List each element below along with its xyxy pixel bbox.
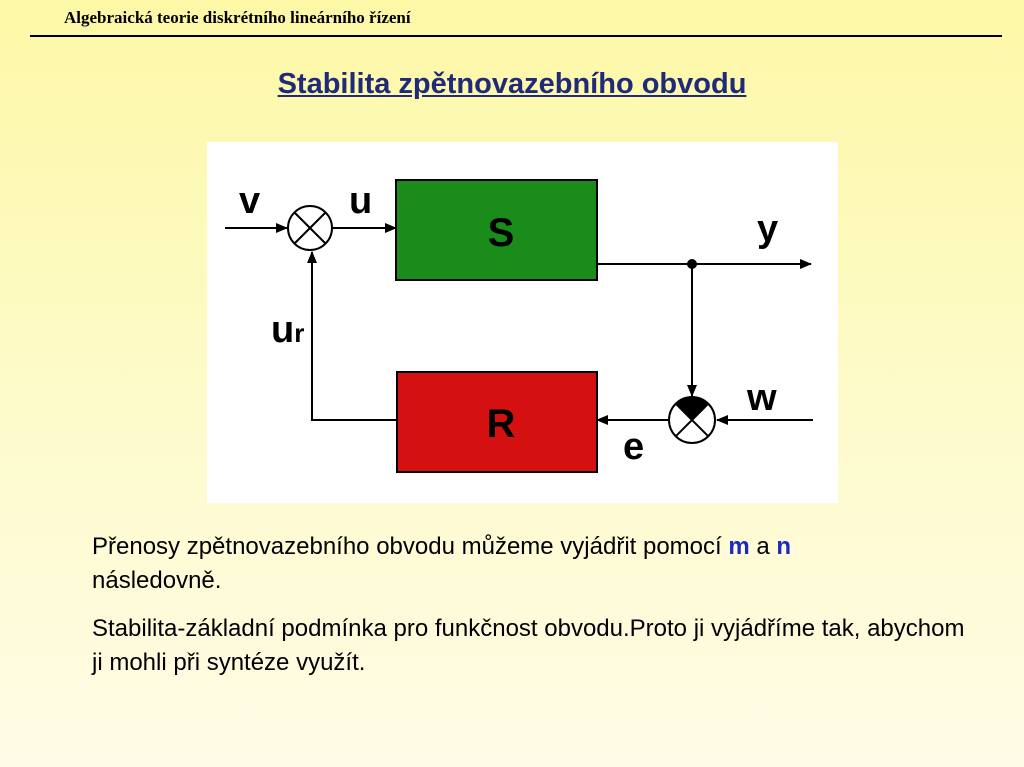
signal-y-label: y	[757, 208, 779, 250]
ur-feedback-line	[312, 252, 397, 420]
p1-end: následovně.	[92, 567, 222, 594]
summing-junction-1	[288, 206, 332, 250]
summing-junction-2	[669, 397, 715, 443]
signal-u-label: u	[349, 180, 373, 222]
signal-ur-label	[271, 309, 304, 351]
feedback-block-diagram	[207, 142, 838, 503]
slide-title: Stabilita zpětnovazebního obvodu	[277, 68, 747, 100]
signal-w-label: w	[747, 377, 777, 419]
signal-v-label: v	[239, 180, 261, 222]
p1-and: a	[749, 533, 777, 560]
header-title: Algebraická teorie diskrétního lineárního řízení	[64, 8, 411, 27]
block-r-label: R	[486, 402, 516, 446]
signal-ur-sub: r	[294, 318, 305, 348]
symbol-m: m	[728, 533, 750, 560]
signal-ur-main: u	[271, 309, 295, 351]
symbol-n: n	[776, 533, 792, 560]
block-s-label: S	[487, 211, 515, 255]
paragraph-stability: Stabilita-základní podmínka pro funkčnost obvodu.Proto ji vyjádříme tak, abychom ji mohli při syntéze využít.	[92, 615, 965, 676]
signal-e-label: e	[623, 426, 645, 468]
paragraph-transfer	[92, 530, 972, 598]
p1-text: Přenosy zpětnovazebního obvodu můžeme vyjádřit pomocí	[92, 533, 729, 560]
header-rule	[30, 35, 1002, 37]
